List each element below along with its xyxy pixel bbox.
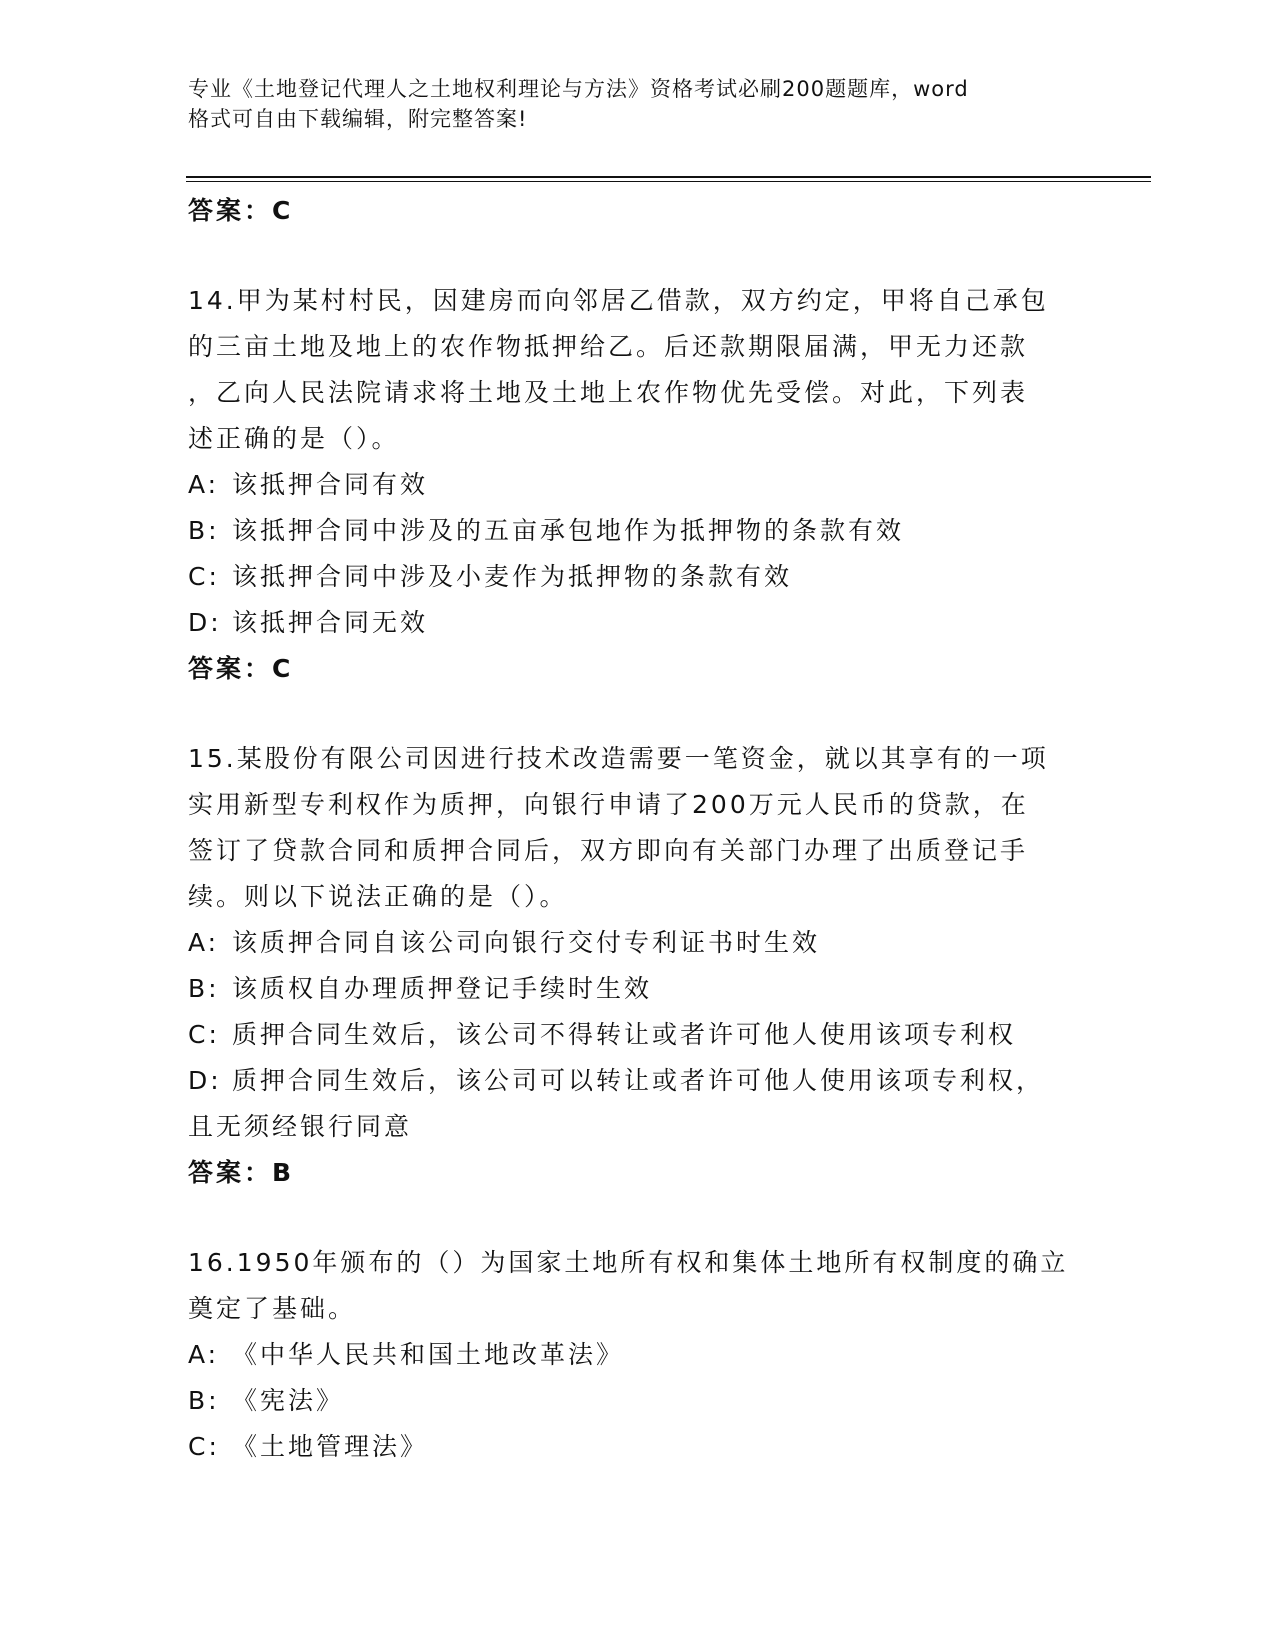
question-16 (188, 1240, 1088, 1470)
option-text: 该抵押合同中涉及的五亩承包地作为抵押物的条款有效 (232, 516, 905, 545)
option-text: 《中华人民共和国土地改革法》 (232, 1340, 625, 1369)
option-text: 质押合同生效后，该公司不得转让或者许可他人使用该项专利权 (232, 1020, 1017, 1049)
question-15-option-d (188, 1058, 1088, 1104)
question-14-option-b (188, 508, 1088, 554)
option-text: 该质押合同自该公司向银行交付专利证书时生效 (232, 928, 821, 957)
question-14-line-3: ，乙向人民法院请求将土地及土地上农作物优先受偿。对此，下列表 (188, 378, 1029, 407)
option-letter: C: (188, 1020, 220, 1049)
option-text: 该质权自办理质押登记手续时生效 (232, 974, 653, 1003)
question-14-line-4: 述正确的是（）。 (188, 424, 400, 453)
question-14-line-1: 14.甲为某村村民，因建房而向邻居乙借款，双方约定，甲将自己承包 (188, 286, 1049, 315)
option-letter: C: (188, 562, 220, 591)
question-15-option-c (188, 1012, 1088, 1058)
option-letter: A: (188, 928, 220, 957)
option-text: 该抵押合同中涉及小麦作为抵押物的条款有效 (232, 562, 793, 591)
header-line-1: 专业《土地登记代理人之土地权利理论与方法》资格考试必刷200题题库，word (188, 77, 969, 101)
question-16-line-2: 奠定了基础。 (188, 1294, 357, 1323)
question-15-line-3: 签订了贷款合同和质押合同后，双方即向有关部门办理了出质登记手 (188, 836, 1029, 865)
question-14-option-c (188, 554, 1088, 600)
question-15-line-2: 实用新型专利权作为质押，向银行申请了200万元人民币的贷款，在 (188, 790, 1029, 819)
question-15-line-4: 续。则以下说法正确的是（）。 (188, 882, 568, 911)
option-text: 《土地管理法》 (232, 1432, 429, 1461)
question-16-option-c (188, 1424, 1088, 1470)
option-letter: B: (188, 1386, 220, 1415)
question-15-option-a (188, 920, 1088, 966)
question-15 (188, 736, 1088, 1196)
question-14-option-a (188, 462, 1088, 508)
question-15-answer: 答案：B (188, 1158, 295, 1187)
question-14-answer: 答案：C (188, 654, 294, 683)
question-16-option-a (188, 1332, 1088, 1378)
spacer (188, 1196, 1088, 1240)
answer-prev: 答案：C (188, 196, 294, 225)
header-divider-thin (186, 181, 1151, 182)
question-15-line-1: 15.某股份有限公司因进行技术改造需要一笔资金，就以其享有的一项 (188, 744, 1049, 773)
question-15-option-d-continuation: 且无须经银行同意 (188, 1112, 413, 1141)
question-16-option-b (188, 1378, 1088, 1424)
option-letter: B: (188, 516, 220, 545)
option-letter: C: (188, 1432, 220, 1461)
header-divider-thick (186, 176, 1151, 178)
option-letter: D: (188, 1066, 222, 1095)
question-15-option-b (188, 966, 1088, 1012)
document-header (188, 74, 1068, 134)
question-14-line-2: 的三亩土地及地上的农作物抵押给乙。后还款期限届满，甲无力还款 (188, 332, 1029, 361)
option-letter: D: (188, 608, 222, 637)
option-letter: A: (188, 1340, 220, 1369)
document-body (188, 188, 1088, 1470)
option-letter: A: (188, 470, 220, 499)
option-letter: B: (188, 974, 220, 1003)
option-text: 质押合同生效后，该公司可以转让或者许可他人使用该项专利权， (232, 1066, 1045, 1095)
question-14-option-d (188, 600, 1088, 646)
option-text: 该抵押合同无效 (232, 608, 429, 637)
spacer (188, 234, 1088, 278)
option-text: 《宪法》 (232, 1386, 345, 1415)
spacer (188, 692, 1088, 736)
option-text: 该抵押合同有效 (232, 470, 429, 499)
header-line-2: 格式可自由下载编辑，附完整答案! (188, 107, 528, 131)
question-14 (188, 278, 1088, 692)
question-16-line-1: 16.1950年颁布的（）为国家土地所有权和集体土地所有权制度的确立 (188, 1248, 1069, 1277)
